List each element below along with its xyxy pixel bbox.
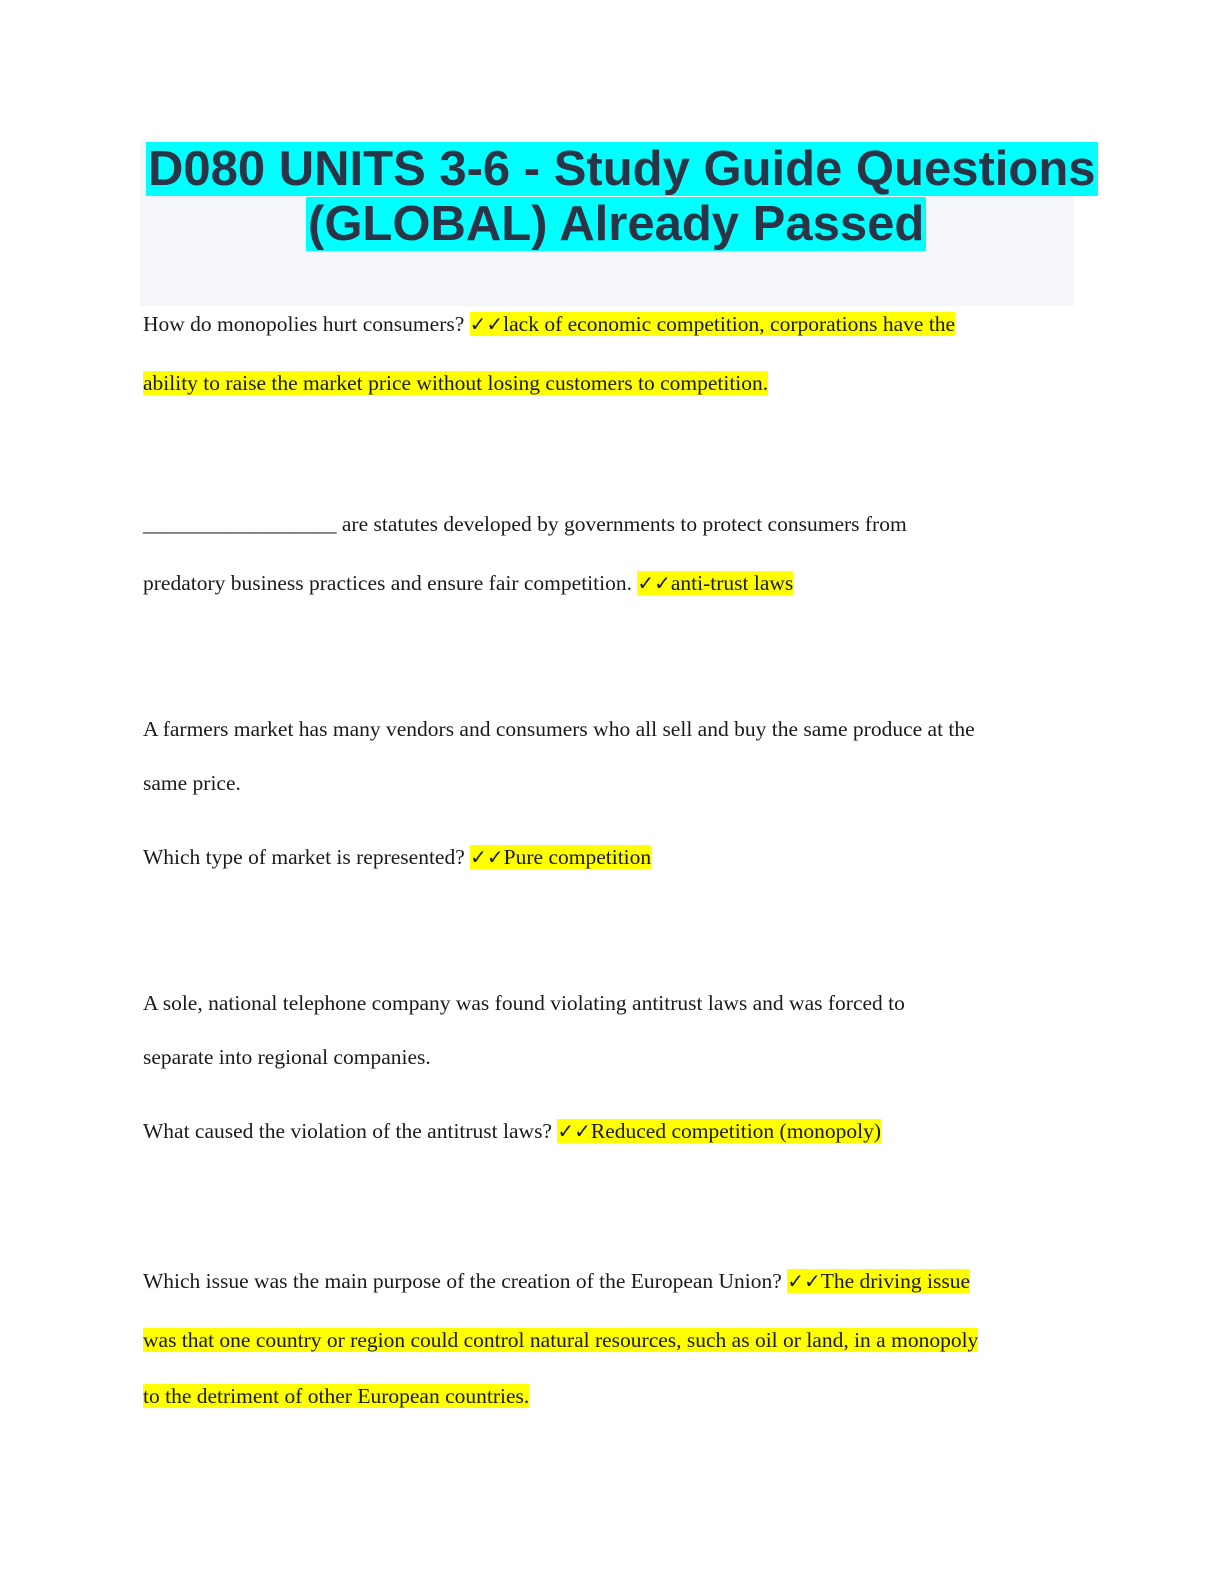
answer-1-text: lack of economic competition, corporations have the	[503, 312, 956, 336]
answer-3-highlight	[470, 845, 651, 869]
question-3	[143, 843, 651, 871]
check-icon: ✓✓	[470, 845, 504, 869]
answer-5-highlight	[787, 1269, 970, 1293]
document-title	[140, 140, 1096, 306]
question-1	[143, 310, 955, 338]
question-4	[143, 1117, 881, 1145]
scenario-3	[143, 715, 975, 743]
check-icon: ✓✓	[469, 312, 504, 336]
answer-4-text: Reduced competition (monopoly)	[590, 1119, 882, 1143]
scenario-3-text-line2: same price.	[143, 771, 241, 795]
question-2-text-line2: predatory business practices and ensure fair competition.	[143, 571, 638, 595]
check-icon: ✓✓	[787, 1269, 821, 1293]
question-5-text: Which issue was the main purpose of the creation of the European Union?	[143, 1269, 788, 1293]
question-1-text: How do monopolies hurt consumers?	[143, 312, 470, 336]
check-icon: ✓✓	[637, 571, 671, 595]
question-5	[143, 1267, 970, 1295]
question-2	[143, 510, 907, 538]
answer-3-text: Pure competition	[503, 845, 652, 869]
answer-5-text: The driving issue	[820, 1269, 971, 1293]
question-2-continued	[143, 569, 793, 597]
question-3-text: Which type of market is represented?	[143, 845, 471, 869]
answer-1-highlight	[470, 312, 955, 336]
answer-5-text-line3: to the detriment of other European countries.	[143, 1384, 530, 1408]
title-line-2: (GLOBAL) Already Passed	[308, 197, 925, 251]
answer-2-text: anti-trust laws	[670, 571, 794, 595]
title-line-1: D080 UNITS 3-6 - Study Guide Questions	[148, 142, 1096, 196]
answer-1-text-line2: ability to raise the market price without losing customers to competition.	[143, 371, 769, 395]
answer-5-continued	[143, 1326, 978, 1354]
answer-2-highlight	[637, 571, 793, 595]
scenario-4-text-line2: separate into regional companies.	[143, 1045, 431, 1069]
answer-1-continued	[143, 369, 768, 397]
question-4-text: What caused the violation of the antitrust laws?	[143, 1119, 558, 1143]
scenario-4-text: A sole, national telephone company was found violating antitrust laws and was forced to	[143, 991, 905, 1015]
check-icon: ✓✓	[557, 1119, 591, 1143]
scenario-3-continued	[143, 769, 241, 797]
scenario-4	[143, 989, 905, 1017]
scenario-4-continued	[143, 1043, 431, 1071]
scenario-3-text: A farmers market has many vendors and consumers who all sell and buy the same produce at the	[143, 717, 975, 741]
answer-4-highlight	[557, 1119, 881, 1143]
question-2-text: __________________ are statutes developed by governments to protect consumers from	[143, 512, 907, 536]
answer-5-text-line2: was that one country or region could control natural resources, such as oil or land, in a monopoly	[143, 1328, 979, 1352]
answer-5-continued-2	[143, 1382, 529, 1410]
